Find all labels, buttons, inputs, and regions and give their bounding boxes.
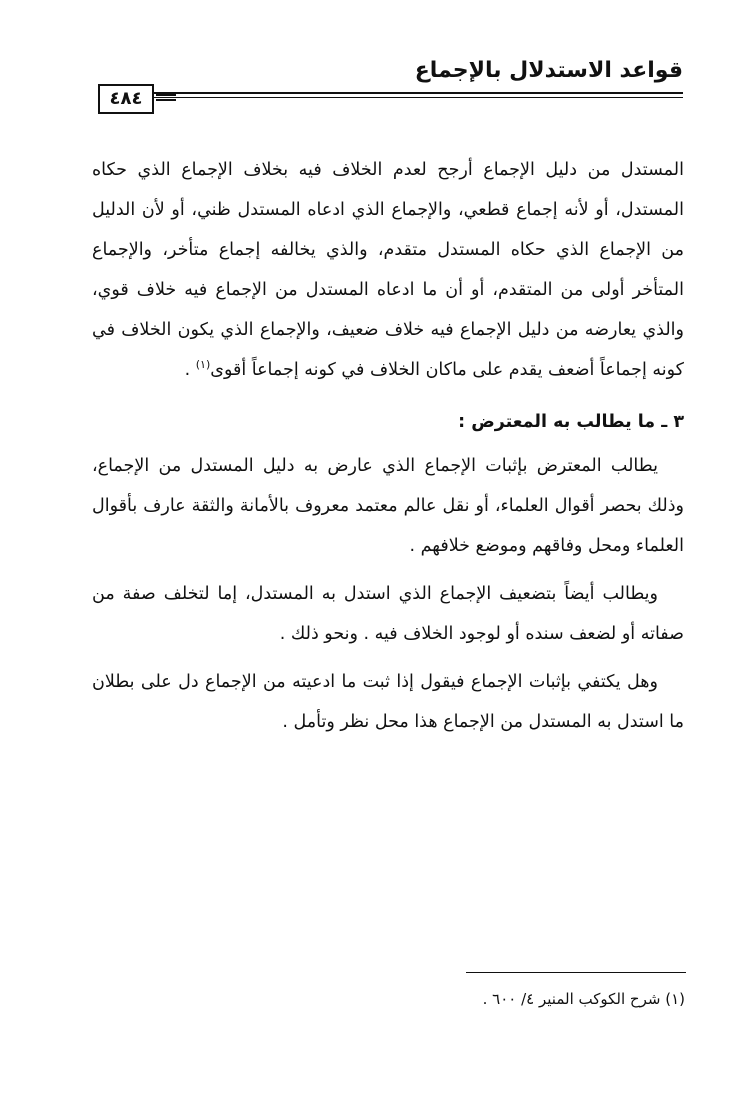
- footnote-separator: [466, 972, 686, 973]
- footnote-reference: (١): [195, 358, 211, 372]
- paragraph-4: وهل يكتفي بإثبات الإجماع فيقول إذا ثبت ما ادعيته من الإجماع دل على بطلان ما استدل به المستدل من الإجماع هذا محل نظر وتأمل .: [92, 672, 684, 732]
- page-number-ornament-bottom: [156, 99, 176, 101]
- page-number-ornament-top: [156, 94, 176, 96]
- main-text: [92, 150, 684, 742]
- paragraph-3: ويطالب أيضاً بتضعيف الإجماع الذي استدل به المستدل، إما لتخلف صفة من صفاته أو لضعف سنده أو لوجود الخلاف فيه . ونحو ذلك .: [92, 584, 684, 644]
- header-rule-thin: [98, 97, 683, 98]
- footnote: (١) شرح الكوكب المنير ٤/ ٦٠٠ .: [482, 990, 685, 1008]
- running-header: [98, 58, 683, 108]
- header-title: قواعد الاستدلال بالإجماع: [414, 58, 683, 83]
- paragraph-1-text: المستدل من دليل الإجماع أرجح لعدم الخلاف فيه بخلاف الإجماع الذي حكاه المستدل، أو لأنه إجماع قطعي، والإجماع الذي ادعاه المستدل ظني، أو لأن الدليل من الإجماع الذي حكاه المستدل متقدم، والذي يخالفه إجماع متأخر، والإجماع المتأخر أولى من المتقدم، أو أن ما ادعاه المستدل من الإجماع فيه خلاف قوي، والذي يعارضه من دليل الإجماع فيه خلاف ضعيف، والإجماع الذي يكون الخلاف في كونه إجماعاً أضعف يقدم على ماكان الخلاف في كونه إجماعاً أقوى: [92, 160, 684, 380]
- paragraph-2: يطالب المعترض بإثبات الإجماع الذي عارض به دليل المستدل من الإجماع، وذلك بحصر أقوال العلماء، أو نقل عالم معتمد معروف بالأمانة والثقة عارف بأقوال العلماء ومحل وفاقهم وموضع خلافهم .: [92, 456, 684, 556]
- section-heading: ٣ ـ ما يطالب به المعترض :: [458, 412, 684, 432]
- paragraph-1: [92, 150, 684, 390]
- paragraph-1-end: .: [184, 360, 196, 380]
- page-number: ٤٨٤: [98, 84, 154, 114]
- header-rule-thick: [98, 92, 683, 94]
